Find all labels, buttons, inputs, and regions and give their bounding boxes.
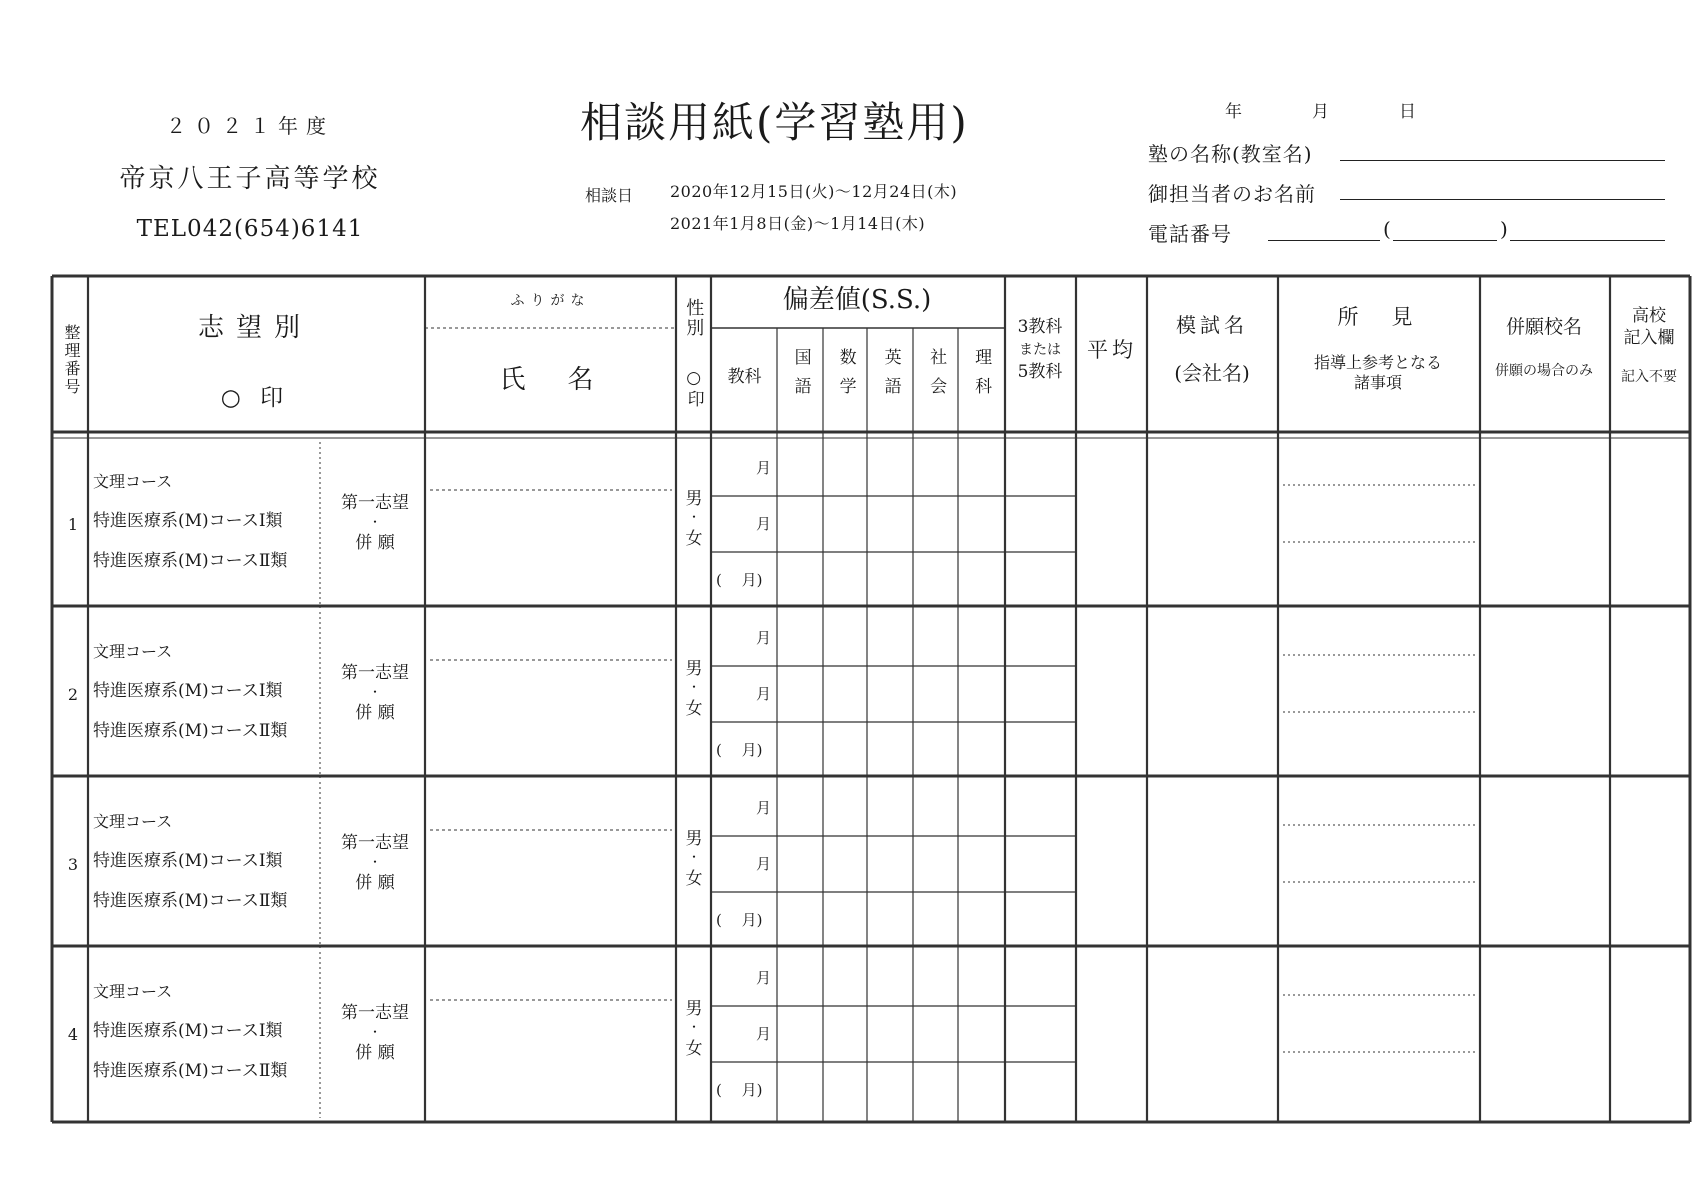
- course-option-m1[interactable]: 特進医療系(M)コースⅠ類: [93, 1021, 283, 1042]
- gender-male[interactable]: 男: [685, 999, 703, 1020]
- name-furigana-field[interactable]: [430, 615, 670, 667]
- col-header-total-1: 3教科: [1017, 317, 1063, 338]
- month-label-2: 月: [755, 854, 771, 873]
- course-option-m1[interactable]: 特進医療系(M)コースⅠ類: [93, 681, 283, 702]
- col-header-hensachi: 偏差値(S.S.): [782, 284, 932, 315]
- heigan-field[interactable]: [1482, 784, 1606, 946]
- month-label-3: ( 月): [716, 1080, 763, 1099]
- date-month-label: 月: [1312, 102, 1329, 122]
- row-number: 3: [67, 855, 79, 874]
- month-label-1: 月: [755, 968, 771, 987]
- col-header-heigan-sub: 併願の場合のみ: [1495, 363, 1593, 380]
- name-field[interactable]: [430, 500, 670, 605]
- shoken-field[interactable]: [1280, 444, 1476, 606]
- choice-daiichi[interactable]: 第一志望: [341, 1003, 409, 1024]
- col-header-kokugo: 国語: [790, 348, 811, 406]
- name-field[interactable]: [430, 670, 670, 775]
- choice-daiichi[interactable]: 第一志望: [341, 493, 409, 514]
- course-option-m2[interactable]: 特進医療系(M)コースⅡ類: [93, 1061, 288, 1082]
- heigan-field[interactable]: [1482, 614, 1606, 776]
- choice-dot: ・: [368, 684, 381, 699]
- col-header-seibetsu-mark: ○印: [683, 367, 704, 409]
- gender-female[interactable]: 女: [685, 1039, 703, 1060]
- course-option-bunri[interactable]: 文理コース: [93, 472, 173, 491]
- gender-dot: ・: [687, 679, 700, 694]
- col-header-total-3: 5教科: [1017, 362, 1063, 383]
- col-header-kyouka: 教科: [727, 367, 762, 388]
- gender-dot: ・: [687, 1019, 700, 1034]
- choice-dot: ・: [368, 1024, 381, 1039]
- moshi-name-field[interactable]: [1150, 784, 1274, 946]
- juku-name-label: 塾の名称(教室名): [1148, 142, 1313, 166]
- col-header-heigan: 併願校名: [1505, 316, 1582, 339]
- name-field[interactable]: [430, 840, 670, 945]
- shoken-field[interactable]: [1280, 784, 1476, 946]
- gender-female[interactable]: 女: [685, 529, 703, 550]
- name-field[interactable]: [430, 1010, 670, 1115]
- col-header-shoken: 所 見: [1337, 304, 1419, 329]
- month-label-2: 月: [755, 684, 771, 703]
- consult-period-2: 2021年1月8日(金)～1月14日(木): [670, 214, 926, 233]
- choice-daiichi[interactable]: 第一志望: [341, 663, 409, 684]
- page-title: 相談用紙(学習塾用): [580, 98, 969, 147]
- col-header-shibou-betsu: 志望別: [197, 312, 312, 343]
- choice-heigan[interactable]: 併 願: [355, 1043, 395, 1064]
- gender-female[interactable]: 女: [685, 699, 703, 720]
- month-label-1: 月: [755, 798, 771, 817]
- moshi-name-field[interactable]: [1150, 614, 1274, 776]
- col-header-maru-in: ○ 印: [220, 384, 290, 411]
- course-option-bunri[interactable]: 文理コース: [93, 982, 173, 1001]
- course-option-m2[interactable]: 特進医療系(M)コースⅡ類: [93, 891, 288, 912]
- choice-daiichi[interactable]: 第一志望: [341, 833, 409, 854]
- consult-date-label: 相談日: [585, 186, 634, 205]
- choice-dot: ・: [368, 854, 381, 869]
- gender-dot: ・: [687, 509, 700, 524]
- moshi-name-field[interactable]: [1150, 954, 1274, 1116]
- col-header-shakai: 社会: [926, 348, 947, 406]
- moshi-name-field[interactable]: [1150, 444, 1274, 606]
- choice-dot: ・: [368, 514, 381, 529]
- date-year-label: 年: [1225, 102, 1242, 122]
- gender-male[interactable]: 男: [685, 829, 703, 850]
- choice-heigan[interactable]: 併 願: [355, 533, 395, 554]
- name-furigana-field[interactable]: [430, 955, 670, 1007]
- consult-period-1: 2020年12月15日(火)～12月24日(木): [670, 182, 958, 201]
- heigan-field[interactable]: [1482, 954, 1606, 1116]
- col-header-heikin: 平均: [1087, 337, 1137, 362]
- phone-paren-close: ): [1500, 217, 1508, 241]
- heigan-field[interactable]: [1482, 444, 1606, 606]
- shoken-field[interactable]: [1280, 614, 1476, 776]
- col-header-furigana: ふりがな: [510, 293, 591, 310]
- gender-female[interactable]: 女: [685, 869, 703, 890]
- month-label-3: ( 月): [716, 570, 763, 589]
- col-header-total-2: または: [1019, 342, 1061, 359]
- choice-heigan[interactable]: 併 願: [355, 873, 395, 894]
- date-day-label: 日: [1399, 102, 1416, 122]
- month-label-3: ( 月): [716, 740, 763, 759]
- name-furigana-field[interactable]: [430, 785, 670, 837]
- col-header-suugaku: 数学: [835, 348, 856, 406]
- col-header-koukou-sub: 記入不要: [1621, 369, 1677, 386]
- gender-male[interactable]: 男: [685, 659, 703, 680]
- course-option-m1[interactable]: 特進医療系(M)コースⅠ類: [93, 851, 283, 872]
- course-option-m2[interactable]: 特進医療系(M)コースⅡ類: [93, 551, 288, 572]
- school-tel: TEL042(654)6141: [136, 216, 364, 242]
- col-header-company: (会社名): [1174, 360, 1250, 385]
- gender-dot: ・: [687, 849, 700, 864]
- phone-paren-open: (: [1383, 217, 1391, 241]
- col-header-rika: 理科: [971, 348, 992, 406]
- course-option-m2[interactable]: 特進医療系(M)コースⅡ類: [93, 721, 288, 742]
- month-label-1: 月: [755, 628, 771, 647]
- col-header-shoken-sub1: 指導上参考となる: [1313, 353, 1442, 372]
- gender-male[interactable]: 男: [685, 489, 703, 510]
- col-header-shimei: 氏 名: [499, 364, 602, 395]
- col-header-koukou-2: 記入欄: [1623, 328, 1675, 349]
- choice-heigan[interactable]: 併 願: [355, 703, 395, 724]
- phone-label: 電話番号: [1148, 222, 1232, 246]
- school-name: 帝京八王子高等学校: [119, 164, 381, 194]
- month-label-3: ( 月): [716, 910, 763, 929]
- month-label-2: 月: [755, 1024, 771, 1043]
- col-header-shoken-sub2: 諸事項: [1353, 373, 1402, 392]
- col-header-seibetsu: 性別: [683, 298, 705, 338]
- col-header-moshi-name: 模試名: [1176, 312, 1248, 337]
- course-option-bunri[interactable]: 文理コース: [93, 642, 173, 661]
- shoken-field[interactable]: [1280, 954, 1476, 1116]
- row-number: 1: [67, 515, 79, 534]
- col-header-seiri-bangou: 整理番号: [62, 324, 81, 396]
- col-header-eigo: 英語: [880, 348, 901, 406]
- name-furigana-field[interactable]: [430, 445, 670, 497]
- course-option-bunri[interactable]: 文理コース: [93, 812, 173, 831]
- col-header-koukou-1: 高校: [1632, 306, 1666, 327]
- course-option-m1[interactable]: 特進医療系(M)コースⅠ類: [93, 511, 283, 532]
- row-number: 2: [67, 685, 79, 704]
- person-name-label: 御担当者のお名前: [1148, 182, 1316, 206]
- fiscal-year: ２０２１年度: [166, 114, 334, 138]
- row-number: 4: [67, 1025, 79, 1044]
- month-label-1: 月: [755, 458, 771, 477]
- month-label-2: 月: [755, 514, 771, 533]
